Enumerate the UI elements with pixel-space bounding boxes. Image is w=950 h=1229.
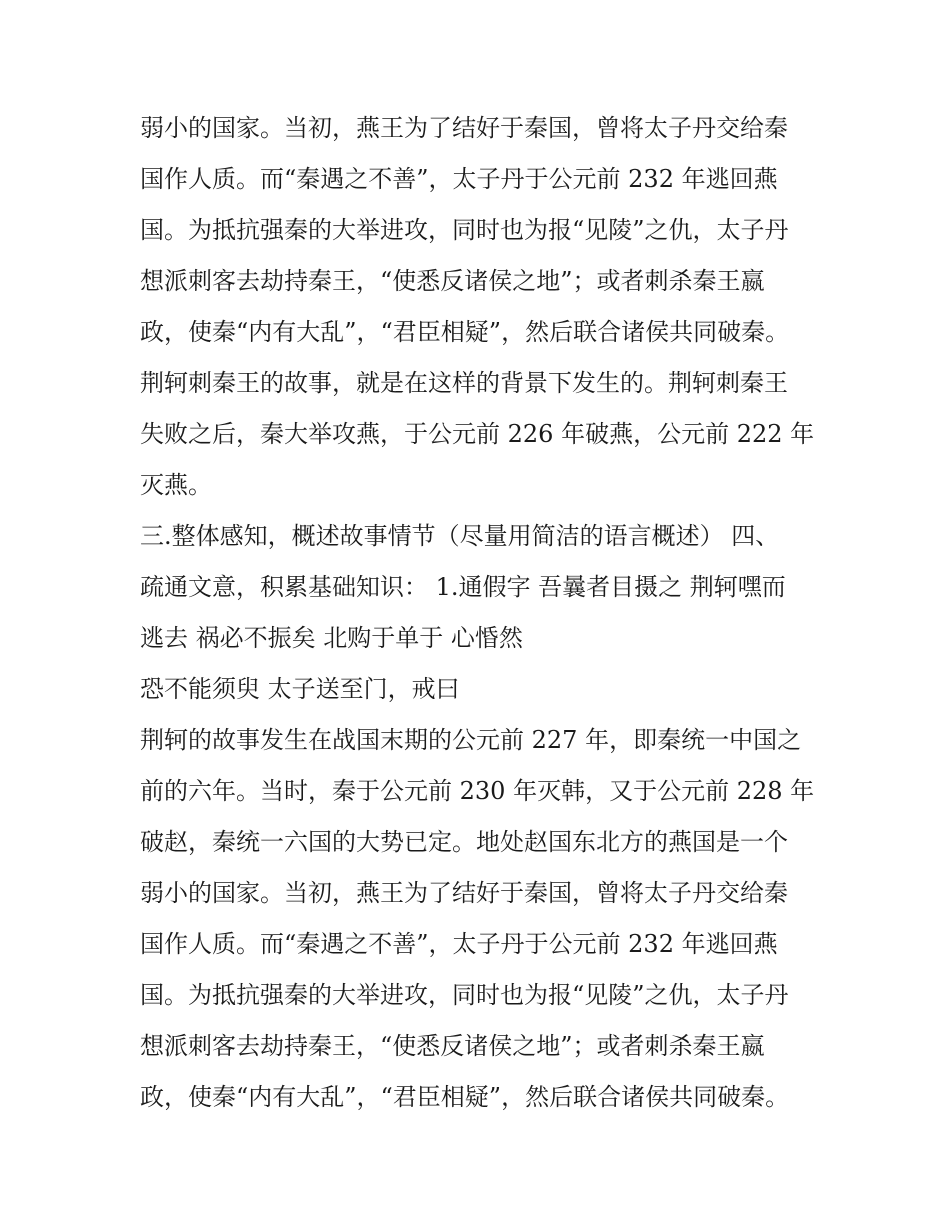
text-line: 弱小的国家。当初，燕王为了结好于秦国，曾将太子丹交给秦	[140, 114, 788, 142]
text-line: 恐不能须臾 太子送至门，戒曰	[140, 675, 460, 703]
text-line: 荆轲刺秦王的故事，就是在这样的背景下发生的。荆轲刺秦王	[140, 369, 788, 397]
text-line: 想派刺客去劫持秦王，“使悉反诸侯之地”；或者刺杀秦王嬴	[140, 267, 765, 295]
text-line: 逃去 祸必不振矣 北购于单于 心惛然	[140, 624, 523, 652]
text-line: 国作人质。而“秦遇之不善”，太子丹于公元前 232 年逃回燕	[140, 930, 778, 958]
text-line: 灭燕。	[140, 471, 212, 499]
section-heading-line: 三.整体感知，概述故事情节（尽量用简洁的语言概述） 四、	[140, 522, 780, 550]
text-line: 国。为抵抗强秦的大举进攻，同时也为报“见陵”之仇，太子丹	[140, 216, 789, 244]
text-line: 政，使秦“内有大乱”，“君臣相疑”，然后联合诸侯共同破秦。	[140, 318, 790, 346]
text-line: 想派刺客去劫持秦王，“使悉反诸侯之地”；或者刺杀秦王嬴	[140, 1032, 765, 1060]
text-line: 国。为抵抗强秦的大举进攻，同时也为报“见陵”之仇，太子丹	[140, 981, 789, 1009]
document-body	[140, 103, 820, 1123]
text-line: 破赵，秦统一六国的大势已定。地处赵国东北方的燕国是一个	[140, 828, 788, 856]
text-line: 失败之后，秦大举攻燕，于公元前 226 年破燕，公元前 222 年	[140, 420, 815, 448]
text-line: 国作人质。而“秦遇之不善”，太子丹于公元前 232 年逃回燕	[140, 165, 778, 193]
text-line: 前的六年。当时，秦于公元前 230 年灭韩，又于公元前 228 年	[140, 777, 815, 805]
text-line: 疏通文意，积累基础知识： 1.通假字 吾曩者目摄之 荆轲嘿而	[140, 573, 786, 601]
text-line: 荆轲的故事发生在战国末期的公元前 227 年，即秦统一中国之	[140, 726, 802, 754]
text-line: 弱小的国家。当初，燕王为了结好于秦国，曾将太子丹交给秦	[140, 879, 788, 907]
text-line: 政，使秦“内有大乱”，“君臣相疑”，然后联合诸侯共同破秦。	[140, 1083, 790, 1111]
